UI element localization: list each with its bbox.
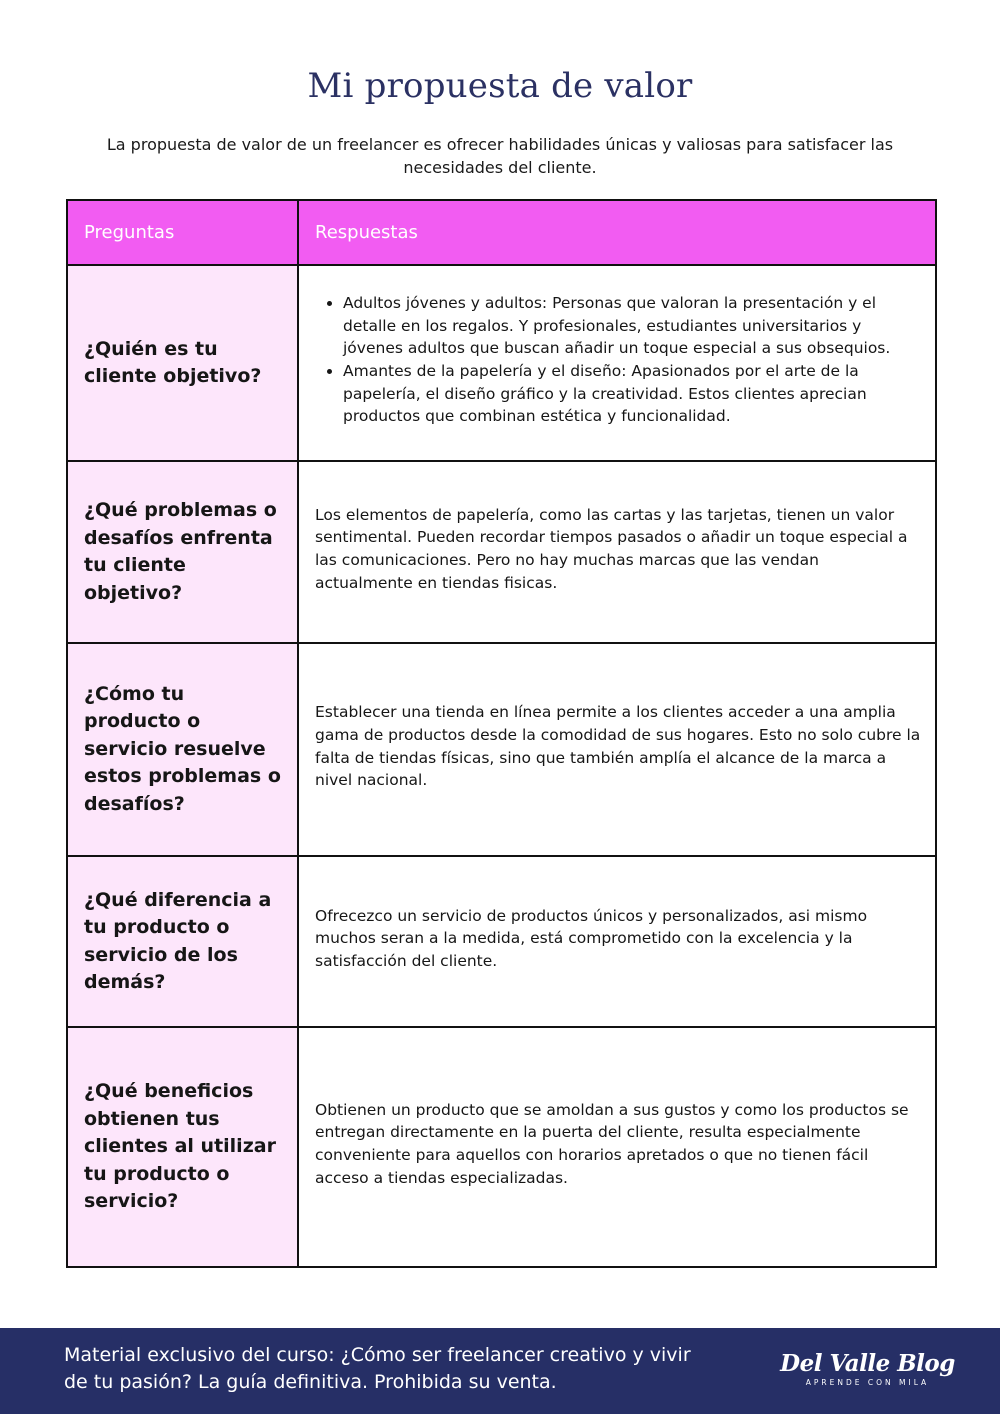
intro-text: La propuesta de valor de un freelancer es ofrecer habilidades únicas y valiosas para satisfacer las necesidades del cliente.	[106, 135, 894, 177]
answer-bullet-list	[315, 292, 921, 428]
footer-notice: Material exclusivo del curso: ¿Cómo ser freelancer creativo y vivir de tu pasión? La guía definitiva. Prohibida su venta.	[64, 1344, 691, 1393]
logo-wordmark: Del Valle Blog	[780, 1350, 955, 1377]
page-title: Mi propuesta de valor	[307, 66, 693, 106]
value-proposition-table	[66, 199, 937, 1268]
table-row	[67, 1027, 936, 1267]
footer-banner	[0, 1328, 1000, 1414]
answer-cell: Obtienen un producto que se amoldan a sus gustos y como los productos se entregan directamente en la puerta del cliente, resulta especialmente conveniente para aquellos con horarios apretados o que no tienen fácil acceso a tiendas especializadas.	[298, 1027, 936, 1267]
answer-cell: Los elementos de papelería, como las cartas y las tarjetas, tienen un valor sentimental. Pueden recordar tiempos pasados o añadir un toque especial a las comunicaciones. Pero no hay muchas marcas que las vendan actualmente en tiendas fisicas.	[298, 461, 936, 643]
question-cell: ¿Cómo tu producto o servicio resuelve estos problemas o desafíos?	[67, 643, 298, 856]
answer-cell: Ofrecezco un servicio de productos únicos y personalizados, asi mismo muchos seran a la medida, está comprometido con la excelencia y la satisfacción del cliente.	[298, 856, 936, 1027]
table-row	[67, 461, 936, 643]
table-row	[67, 856, 936, 1027]
answer-cell	[298, 265, 936, 461]
column-header-respuestas: Respuestas	[298, 200, 936, 265]
table-row	[67, 643, 936, 856]
answer-cell: Establecer una tienda en línea permite a los clientes acceder a una amplia gama de productos desde la comodidad de sus hogares. Esto no solo cubre la falta de tiendas físicas, sino que también amplía el alcance de la marca a nivel nacional.	[298, 643, 936, 856]
logo-tagline: APRENDE CON MILA	[805, 1378, 930, 1387]
list-item: • Amantes de la papelería y el diseño: Apasionados por el arte de la papelería, el diseño gráfico y la creatividad. Estos clientes aprecian productos que combinan estética y funcionalidad.	[343, 360, 921, 428]
question-cell: ¿Qué problemas o desafíos enfrenta tu cliente objetivo?	[67, 461, 298, 643]
list-item: • Adultos jóvenes y adultos: Personas que valoran la presentación y el detalle en los regalos. Y profesionales, estudiantes universitarios y jóvenes adultos que buscan añadir un toque especial a sus obsequios.	[343, 292, 921, 360]
table-header-row	[67, 200, 936, 265]
table-row	[67, 265, 936, 461]
brand-logo	[780, 1350, 955, 1387]
question-cell: ¿Quién es tu cliente objetivo?	[67, 265, 298, 461]
question-cell: ¿Qué beneficios obtienen tus clientes al utilizar tu producto o servicio?	[67, 1027, 298, 1267]
question-cell: ¿Qué diferencia a tu producto o servicio de los demás?	[67, 856, 298, 1027]
column-header-preguntas: Preguntas	[67, 200, 298, 265]
